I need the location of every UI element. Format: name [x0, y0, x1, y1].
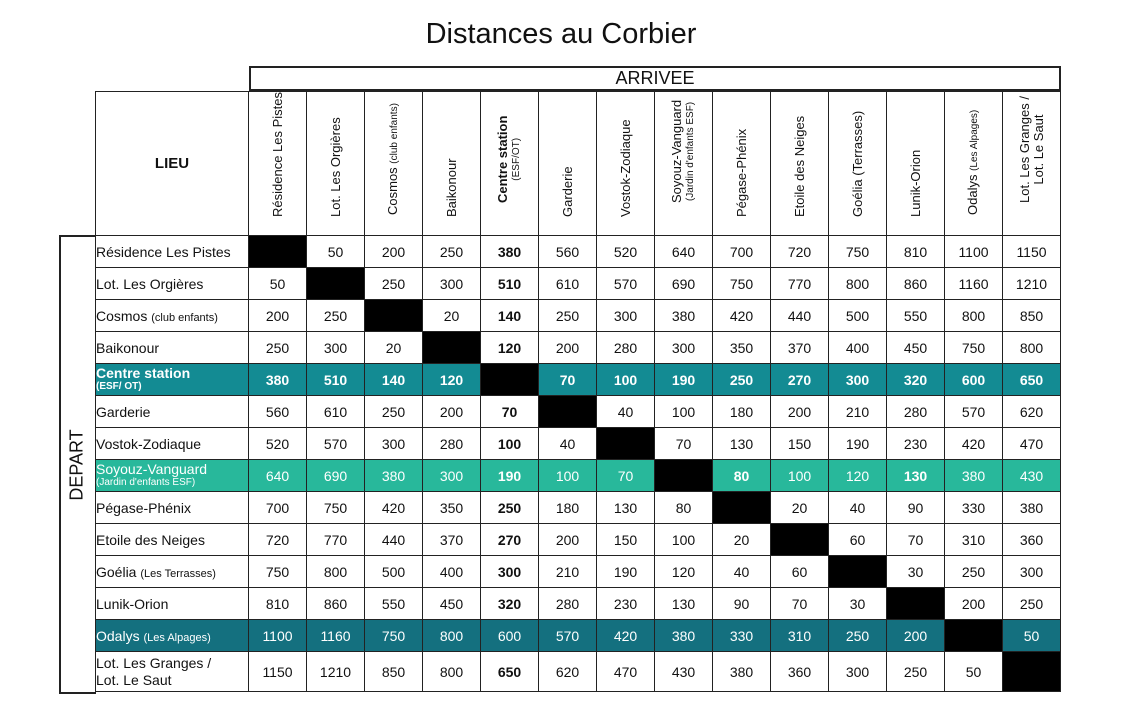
distance-cell: 380 [481, 236, 539, 268]
distance-cell: 360 [771, 652, 829, 692]
distance-cell: 570 [539, 620, 597, 652]
distance-cell: 380 [655, 300, 713, 332]
column-header-sub: (ESF/OT) [510, 137, 522, 181]
column-header [481, 92, 539, 236]
row-header [96, 428, 249, 460]
distance-cell: 440 [771, 300, 829, 332]
table-row [96, 492, 1061, 524]
distance-cell: 610 [539, 268, 597, 300]
distance-cell: 380 [249, 364, 307, 396]
row-header-sub: (ESF/ OT) [96, 380, 142, 392]
distance-cell: 690 [655, 268, 713, 300]
table-body [96, 236, 1061, 692]
distance-cell: 600 [945, 364, 1003, 396]
distance-cell: 770 [771, 268, 829, 300]
diagonal-cell [597, 428, 655, 460]
distance-cell: 120 [655, 556, 713, 588]
distance-cell: 1100 [249, 620, 307, 652]
distance-cell: 250 [365, 396, 423, 428]
distance-cell: 20 [771, 492, 829, 524]
diagonal-cell [655, 460, 713, 492]
distance-cell: 270 [481, 524, 539, 556]
distance-cell: 70 [655, 428, 713, 460]
distance-cell: 100 [655, 524, 713, 556]
column-header [423, 92, 481, 236]
distance-cell: 380 [1003, 492, 1061, 524]
row-header-label: Etoile des Neiges [96, 531, 205, 548]
distance-cell: 370 [771, 332, 829, 364]
column-header [713, 92, 771, 236]
distance-cell: 860 [307, 588, 365, 620]
distance-cell: 280 [423, 428, 481, 460]
row-header [96, 492, 249, 524]
distance-cell: 850 [365, 652, 423, 692]
column-header-row [96, 92, 1061, 236]
row-header [96, 236, 249, 268]
distance-cell: 90 [713, 588, 771, 620]
distance-cell: 100 [771, 460, 829, 492]
distance-cell: 60 [829, 524, 887, 556]
diagonal-cell [481, 364, 539, 396]
distance-cell: 300 [307, 332, 365, 364]
distance-cell: 700 [713, 236, 771, 268]
distance-cell: 80 [655, 492, 713, 524]
distance-cell: 250 [945, 556, 1003, 588]
distance-cell: 640 [655, 236, 713, 268]
distance-cell: 40 [713, 556, 771, 588]
distance-cell: 650 [1003, 364, 1061, 396]
distance-cell: 180 [713, 396, 771, 428]
column-header-sub: (Jardin d'enfants ESF) [684, 101, 696, 202]
diagonal-cell [771, 524, 829, 556]
distance-cell: 300 [829, 652, 887, 692]
distance-cell: 320 [887, 364, 945, 396]
distance-cell: 520 [597, 236, 655, 268]
row-header-label: Garderie [96, 403, 151, 420]
distance-cell: 20 [423, 300, 481, 332]
column-header [539, 92, 597, 236]
column-header-label: Centre station [494, 115, 510, 203]
row-header [96, 364, 249, 396]
row-header-label: Centre station [96, 364, 191, 381]
row-header-label: Pégase-Phénix [96, 499, 191, 516]
distance-cell: 470 [597, 652, 655, 692]
distance-cell: 40 [539, 428, 597, 460]
row-header-label: Goélia [96, 563, 137, 580]
distance-cell: 100 [655, 396, 713, 428]
row-header [96, 620, 249, 652]
distance-cell: 250 [539, 300, 597, 332]
table-row [96, 556, 1061, 588]
distance-cell: 210 [539, 556, 597, 588]
diagonal-cell [423, 332, 481, 364]
distance-cell: 1100 [945, 236, 1003, 268]
distance-cell: 40 [829, 492, 887, 524]
distance-cell: 1210 [1003, 268, 1061, 300]
distance-cell: 300 [597, 300, 655, 332]
distance-cell: 1210 [307, 652, 365, 692]
distance-cell: 380 [365, 460, 423, 492]
distance-cell: 500 [365, 556, 423, 588]
distance-cell: 350 [713, 332, 771, 364]
column-header-label: Lot. Les Granges / [1016, 96, 1032, 203]
distance-cell: 810 [887, 236, 945, 268]
distance-cell: 180 [539, 492, 597, 524]
distance-cell: 230 [597, 588, 655, 620]
distance-cell: 400 [829, 332, 887, 364]
row-header [96, 396, 249, 428]
distance-cell: 250 [423, 236, 481, 268]
distance-cell: 510 [481, 268, 539, 300]
distance-cell: 770 [307, 524, 365, 556]
distance-cell: 380 [655, 620, 713, 652]
distance-cell: 620 [539, 652, 597, 692]
column-header-sub: (Les Alpages) [968, 109, 980, 171]
column-header-label: Goélia (Terrasses) [849, 110, 865, 217]
column-header-label: Lunik-Orion [907, 149, 923, 217]
column-header [249, 92, 307, 236]
column-header-label: Baikonour [443, 158, 459, 217]
table-row [96, 364, 1061, 396]
column-header-label: Soyouz-Vanguard [668, 99, 684, 203]
table-row [96, 428, 1061, 460]
distance-cell: 280 [539, 588, 597, 620]
distance-cell: 300 [1003, 556, 1061, 588]
distance-cell: 400 [423, 556, 481, 588]
distance-cell: 280 [597, 332, 655, 364]
distance-cell: 250 [887, 652, 945, 692]
diagonal-cell [887, 588, 945, 620]
distance-cell: 420 [713, 300, 771, 332]
distance-cell: 750 [829, 236, 887, 268]
row-header-label: Résidence Les Pistes [96, 243, 231, 260]
row-header-sub: (Jardin d'enfants ESF) [96, 476, 196, 488]
distance-cell: 810 [249, 588, 307, 620]
distance-cell: 650 [481, 652, 539, 692]
distance-cell: 190 [481, 460, 539, 492]
distance-cell: 1160 [307, 620, 365, 652]
distance-cell: 300 [365, 428, 423, 460]
distance-cell: 70 [887, 524, 945, 556]
table-row [96, 524, 1061, 556]
row-header-sub: Lot. Le Saut [96, 671, 172, 688]
distance-cell: 70 [481, 396, 539, 428]
distance-cell: 130 [597, 492, 655, 524]
distance-cell: 550 [887, 300, 945, 332]
distance-cell: 570 [597, 268, 655, 300]
distance-cell: 20 [713, 524, 771, 556]
column-header [945, 92, 1003, 236]
distance-cell: 40 [597, 396, 655, 428]
distance-cell: 200 [771, 396, 829, 428]
column-header-label: Garderie [559, 166, 575, 217]
table-row [96, 588, 1061, 620]
column-header [771, 92, 829, 236]
distance-cell: 850 [1003, 300, 1061, 332]
row-header-label: Soyouz-Vanguard [96, 460, 208, 477]
diagonal-cell [249, 236, 307, 268]
distance-cell: 310 [945, 524, 1003, 556]
distance-cell: 30 [829, 588, 887, 620]
distance-table [95, 91, 1061, 692]
distance-cell: 280 [887, 396, 945, 428]
distance-cell: 450 [423, 588, 481, 620]
distance-cell: 50 [945, 652, 1003, 692]
row-header-label: Lunik-Orion [96, 595, 169, 612]
distance-cell: 100 [481, 428, 539, 460]
diagonal-cell [539, 396, 597, 428]
distance-cell: 230 [887, 428, 945, 460]
distance-cell: 370 [423, 524, 481, 556]
distance-cell: 450 [887, 332, 945, 364]
row-header [96, 588, 249, 620]
distance-cell: 50 [307, 236, 365, 268]
distance-cell: 310 [771, 620, 829, 652]
column-header [655, 92, 713, 236]
diagonal-cell [945, 620, 1003, 652]
distance-cell: 250 [829, 620, 887, 652]
distance-cell: 750 [713, 268, 771, 300]
distance-cell: 200 [887, 620, 945, 652]
distance-cell: 620 [1003, 396, 1061, 428]
table-row [96, 396, 1061, 428]
distance-cell: 190 [829, 428, 887, 460]
distance-cell: 100 [597, 364, 655, 396]
page-title: Distances au Corbier [425, 18, 697, 50]
column-header [829, 92, 887, 236]
distance-cell: 130 [887, 460, 945, 492]
distance-cell: 70 [539, 364, 597, 396]
column-header-label: Cosmos [384, 167, 400, 215]
distance-cell: 720 [249, 524, 307, 556]
row-header-sub: (club enfants) [151, 311, 218, 324]
distance-cell: 190 [597, 556, 655, 588]
distance-cell: 80 [713, 460, 771, 492]
distance-cell: 800 [1003, 332, 1061, 364]
distance-cell: 210 [829, 396, 887, 428]
distance-cell: 470 [1003, 428, 1061, 460]
distance-cell: 610 [307, 396, 365, 428]
distance-cell: 60 [771, 556, 829, 588]
distance-cell: 90 [887, 492, 945, 524]
distance-cell: 690 [307, 460, 365, 492]
distance-cell: 200 [539, 524, 597, 556]
column-header-label: Pégase-Phénix [733, 128, 749, 217]
distance-cell: 270 [771, 364, 829, 396]
column-header [887, 92, 945, 236]
distance-cell: 1150 [1003, 236, 1061, 268]
distance-cell: 140 [481, 300, 539, 332]
distance-cell: 700 [249, 492, 307, 524]
distance-cell: 200 [945, 588, 1003, 620]
arrivee-header: ARRIVEE [249, 66, 1061, 91]
distance-cell: 800 [307, 556, 365, 588]
column-header-sub: Lot. Le Saut [1030, 114, 1046, 185]
distance-cell: 320 [481, 588, 539, 620]
distance-cell: 300 [655, 332, 713, 364]
table-row [96, 652, 1061, 692]
distance-cell: 720 [771, 236, 829, 268]
row-header [96, 556, 249, 588]
distance-cell: 130 [713, 428, 771, 460]
distance-cell: 300 [481, 556, 539, 588]
distance-cell: 120 [481, 332, 539, 364]
row-header-label: Baikonour [96, 339, 160, 356]
distance-cell: 560 [249, 396, 307, 428]
table-row [96, 300, 1061, 332]
distance-cell: 1160 [945, 268, 1003, 300]
distance-cell: 640 [249, 460, 307, 492]
distance-cell: 1150 [249, 652, 307, 692]
row-header-label: Cosmos [96, 307, 148, 324]
distance-cell: 800 [829, 268, 887, 300]
distance-cell: 800 [423, 652, 481, 692]
column-header-label: Résidence Les Pistes [269, 91, 285, 217]
column-header [365, 92, 423, 236]
row-header-label: Vostok-Zodiaque [96, 435, 202, 452]
distance-cell: 150 [771, 428, 829, 460]
row-header-sub: (Les Terrasses) [140, 567, 216, 580]
distance-cell: 250 [713, 364, 771, 396]
row-header [96, 652, 249, 692]
distance-cell: 750 [365, 620, 423, 652]
distance-cell: 560 [539, 236, 597, 268]
distance-cell: 300 [423, 460, 481, 492]
distance-cell: 360 [1003, 524, 1061, 556]
distance-cell: 250 [481, 492, 539, 524]
distance-cell: 120 [829, 460, 887, 492]
distance-cell: 200 [249, 300, 307, 332]
distance-cell: 100 [539, 460, 597, 492]
row-header-label: Lot. Les Orgières [96, 275, 204, 292]
distance-cell: 150 [597, 524, 655, 556]
column-header-label: Etoile des Neiges [791, 115, 807, 217]
distance-cell: 330 [945, 492, 1003, 524]
row-header [96, 460, 249, 492]
column-header [597, 92, 655, 236]
distance-cell: 190 [655, 364, 713, 396]
distance-cell: 750 [307, 492, 365, 524]
column-header-label: Vostok-Zodiaque [617, 119, 633, 217]
distance-cell: 250 [307, 300, 365, 332]
distance-cell: 70 [597, 460, 655, 492]
table-row [96, 332, 1061, 364]
row-header-sub: (Les Alpages) [143, 631, 211, 644]
distance-cell: 430 [655, 652, 713, 692]
distance-cell: 420 [945, 428, 1003, 460]
distance-cell: 750 [945, 332, 1003, 364]
distance-cell: 70 [771, 588, 829, 620]
lieu-header: LIEU [96, 92, 249, 236]
distance-cell: 200 [365, 236, 423, 268]
diagonal-cell [713, 492, 771, 524]
distance-cell: 380 [713, 652, 771, 692]
row-header [96, 268, 249, 300]
distance-cell: 30 [887, 556, 945, 588]
distance-cell: 430 [1003, 460, 1061, 492]
depart-label: DEPART [66, 429, 87, 501]
distance-cell: 130 [655, 588, 713, 620]
distance-cell: 420 [365, 492, 423, 524]
distance-cell: 250 [365, 268, 423, 300]
distance-cell: 860 [887, 268, 945, 300]
diagonal-cell [365, 300, 423, 332]
row-header [96, 332, 249, 364]
column-header-label: Lot. Les Orgières [327, 117, 343, 217]
row-header-label: Lot. Les Granges / [96, 654, 212, 671]
distance-cell: 420 [597, 620, 655, 652]
diagonal-cell [829, 556, 887, 588]
distance-cell: 300 [423, 268, 481, 300]
distance-cell: 300 [829, 364, 887, 396]
distance-cell: 200 [539, 332, 597, 364]
diagonal-cell [307, 268, 365, 300]
distance-cell: 20 [365, 332, 423, 364]
table-row [96, 268, 1061, 300]
column-header [307, 92, 365, 236]
distance-cell: 120 [423, 364, 481, 396]
table-row [96, 620, 1061, 652]
diagonal-cell [1003, 652, 1061, 692]
distance-cell: 520 [249, 428, 307, 460]
distance-cell: 510 [307, 364, 365, 396]
distance-cell: 140 [365, 364, 423, 396]
distance-cell: 440 [365, 524, 423, 556]
column-header [1003, 92, 1061, 236]
distance-cell: 500 [829, 300, 887, 332]
distance-cell: 570 [945, 396, 1003, 428]
column-header-sub: (club enfants) [388, 103, 400, 164]
distance-cell: 750 [249, 556, 307, 588]
row-header [96, 300, 249, 332]
distance-cell: 380 [945, 460, 1003, 492]
distance-cell: 250 [249, 332, 307, 364]
distance-cell: 50 [1003, 620, 1061, 652]
distance-cell: 200 [423, 396, 481, 428]
distance-cell: 800 [945, 300, 1003, 332]
column-header-label: Odalys [964, 174, 980, 215]
distance-cell: 330 [713, 620, 771, 652]
distance-cell: 250 [1003, 588, 1061, 620]
distance-cell: 50 [249, 268, 307, 300]
distance-cell: 550 [365, 588, 423, 620]
row-header-label: Odalys [96, 627, 140, 644]
table-row [96, 236, 1061, 268]
table-row [96, 460, 1061, 492]
distance-cell: 570 [307, 428, 365, 460]
distance-cell: 800 [423, 620, 481, 652]
distance-cell: 600 [481, 620, 539, 652]
row-header [96, 524, 249, 556]
distance-cell: 350 [423, 492, 481, 524]
